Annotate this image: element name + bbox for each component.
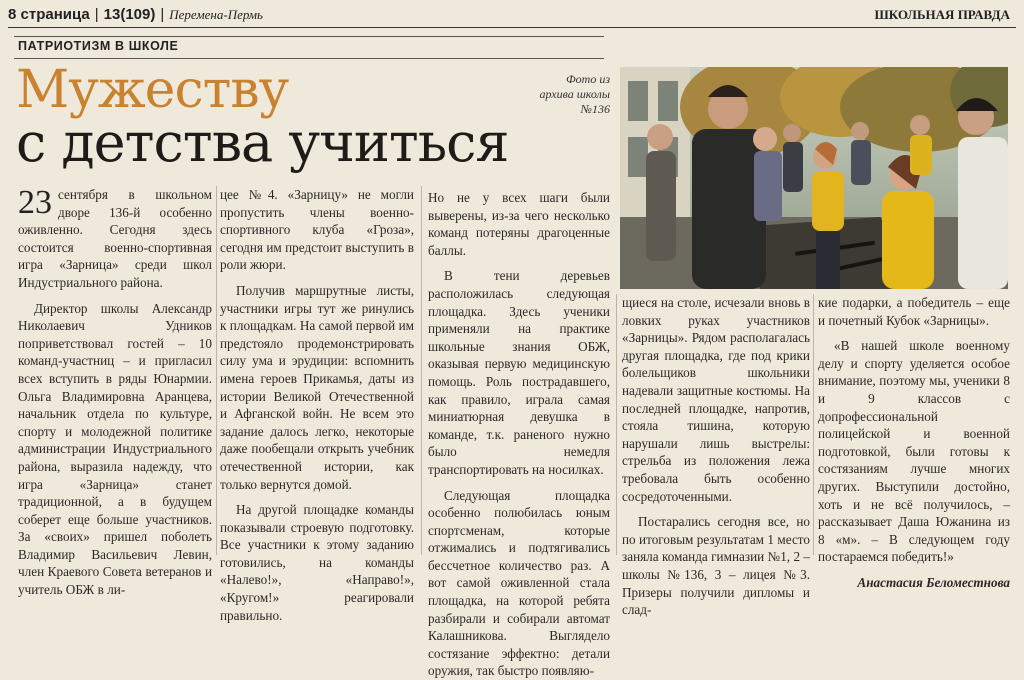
article-column-2 (220, 186, 414, 624)
column-divider (813, 294, 814, 555)
lead-paragraph: 23 сентября в школьном дворе 136-й особенно оживленно. Сегодня здесь состоится военно-спортивная игра «Зарница» среди школ Индустриального района. (18, 186, 212, 292)
paragraph: цее №4. «Зарницу» не могли пропустить члены военно-спортивного клуба «Гроза», сегодня им предстоит выступить в роли жюри. (220, 186, 414, 274)
paragraph: В тени деревьев расположилась следующая площадка. Здесь ученики применяли на практике школьные знания ОБЖ, оказывая первую медицинскую помощь. Роль пострадавшего, как правило, играла самая миниатюрная девушка в команде, т.к. раненого нужно было немедля транспортировать на носилках. (428, 267, 610, 478)
page-number: 8 страница (8, 6, 90, 23)
paragraph: На другой площадке команды показывали строевую подготовку. Все участники к этому заданию готовились, на команды «Налево!», «Направо!», «Кругом!» реагировали правильно. (220, 501, 414, 624)
author-byline: Анастасия Беломестнова (818, 574, 1010, 592)
paragraph: щиеся на столе, исчезали вновь в ловких руках участников «Зарницы». Рядом располагалась другая площадка, где под крики болельщиков школьники надевали защитные костюмы. На последней площадке, напротив, стояла тишина, которую нарушали лишь выстрелы: стрельба из положения лежа требовала быть особенно сосредоточенными. (622, 294, 810, 505)
column-divider (616, 294, 617, 555)
rubric-top-line (14, 36, 604, 37)
article-column-4 (622, 294, 810, 619)
page-header: 8 страница | 13(109) | Перемена-Пермь (8, 6, 263, 23)
column-divider (421, 186, 422, 555)
headline-line1: Мужеству (16, 62, 288, 118)
column-divider (216, 186, 217, 555)
paragraph: Но не у всех шаги были выверены, из-за чего несколько команд потеряны драгоценные баллы. (428, 189, 610, 259)
paragraph: «В нашей школе военному делу и спорту уделяется особое внимание, поэтому мы, ученики 8 и 9 классов с допрофессиональной полицейской и военной подготовкой, были готовы к состязаниям лучше многих других. Выступили достойно, хоть и не всё получилось, – рассказывает Даша Южанина из 8 «м». – В следующем году постараемся победить!» (818, 337, 1010, 566)
masthead: ШКОЛЬНАЯ ПРАВДА (874, 7, 1010, 23)
paragraph: Получив маршрутные листы, участники игры тут же ринулись к площадкам. На самой первой им предстояло продемонстрировать силу ума и эрудиции: вспомнить имена героев Прикамья, даты из истории Великой Отечественной и Афганской войн. Не всем это задание далось легко, некоторые даже пообещали открыть учебник отечественной истории, как только вернутся домой. (220, 282, 414, 493)
article-column-1 (18, 186, 212, 599)
article-photo (620, 67, 1008, 289)
paragraph: Следующая площадка особенно полюбилась юным спортсменам, которые отжимались и подтягивались бессчетное количество раз. А вот самой оживленной стала площадка, на которой ребята разбирали и собирали автомат Калашникова. Выглядело состязание эффектно: детали оружия, так быстро появляю- (428, 487, 610, 680)
rubric-bottom-line (14, 58, 604, 59)
photo-caption: Фото из архива школы №136 (530, 72, 610, 117)
article-column-5 (818, 294, 1010, 592)
paragraph: Постарались сегодня все, но по итоговым результатам 1 место заняла команда гимназии №1, 2 – школы №136, 3 – лицея №3. Призеры получили дипломы и слад- (622, 513, 810, 619)
article-column-3 (428, 189, 610, 680)
rubric: ПАТРИОТИЗМ В ШКОЛЕ (18, 39, 178, 53)
drop-number: 23 (18, 186, 52, 218)
header-rule (8, 27, 1016, 28)
headline-line2: с детства учиться (16, 114, 508, 172)
photo-illustration (620, 67, 1008, 289)
issue-number: 13(109) (104, 6, 156, 23)
paragraph: кие подарки, а победитель – еще и почетный Кубок «Зарницы». (818, 294, 1010, 329)
paragraph: Директор школы Александр Николаевич Удников поприветствовал гостей – 10 команд-участниц – и пригласил всех вступить в ряды Юнармии. Ольга Владимировна Аранцева, начальник отдела по культуре, спорту и молодежной политике администрации Индустриального района, выразила надежду, что игра «Зарница» станет традиционной, а в будущем соберет еще больше участников. За «своих» пришел поболеть Владимир Васильевич Левин, член Краевого Совета ветеранов и учитель ОБЖ в ли- (18, 300, 212, 599)
newspaper-name: Перемена-Пермь (169, 7, 263, 22)
